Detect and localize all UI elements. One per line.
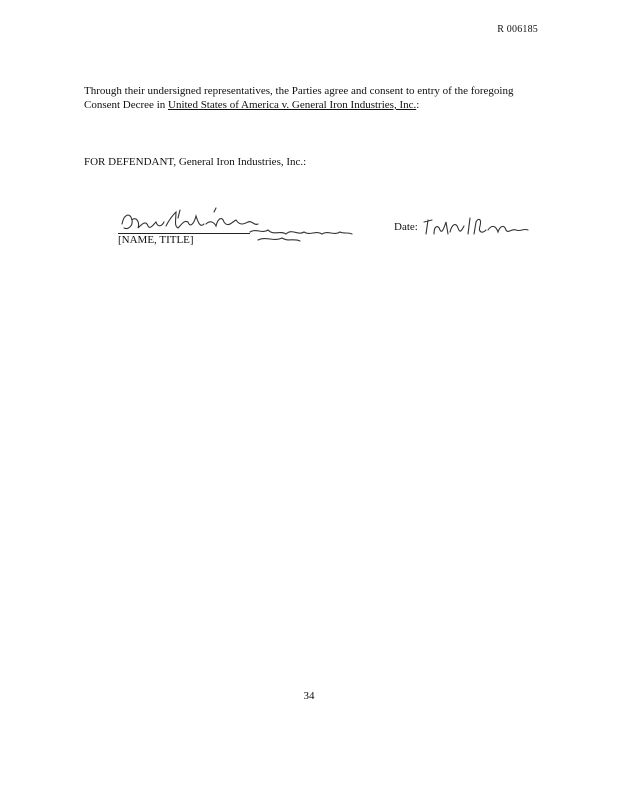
handwritten-date: [422, 212, 532, 240]
signature-block: [118, 206, 358, 250]
date-block: [394, 212, 544, 242]
case-name: United States of America v. General Iron Industries, Inc.: [168, 99, 417, 111]
consent-text-prefix: Through their undersigned representatives, the Parties agree and consent to entry of the foregoing Consent Decree in: [84, 85, 514, 111]
consent-paragraph: [84, 84, 544, 112]
page-number: 34: [303, 690, 315, 702]
date-label: Date:: [394, 221, 418, 233]
bates-number: R 006185: [497, 24, 538, 35]
name-title-label: [NAME, TITLE]: [118, 234, 194, 246]
defendant-line: FOR DEFENDANT, General Iron Industries, Inc.:: [84, 156, 307, 168]
consent-text-suffix: :: [416, 99, 420, 111]
